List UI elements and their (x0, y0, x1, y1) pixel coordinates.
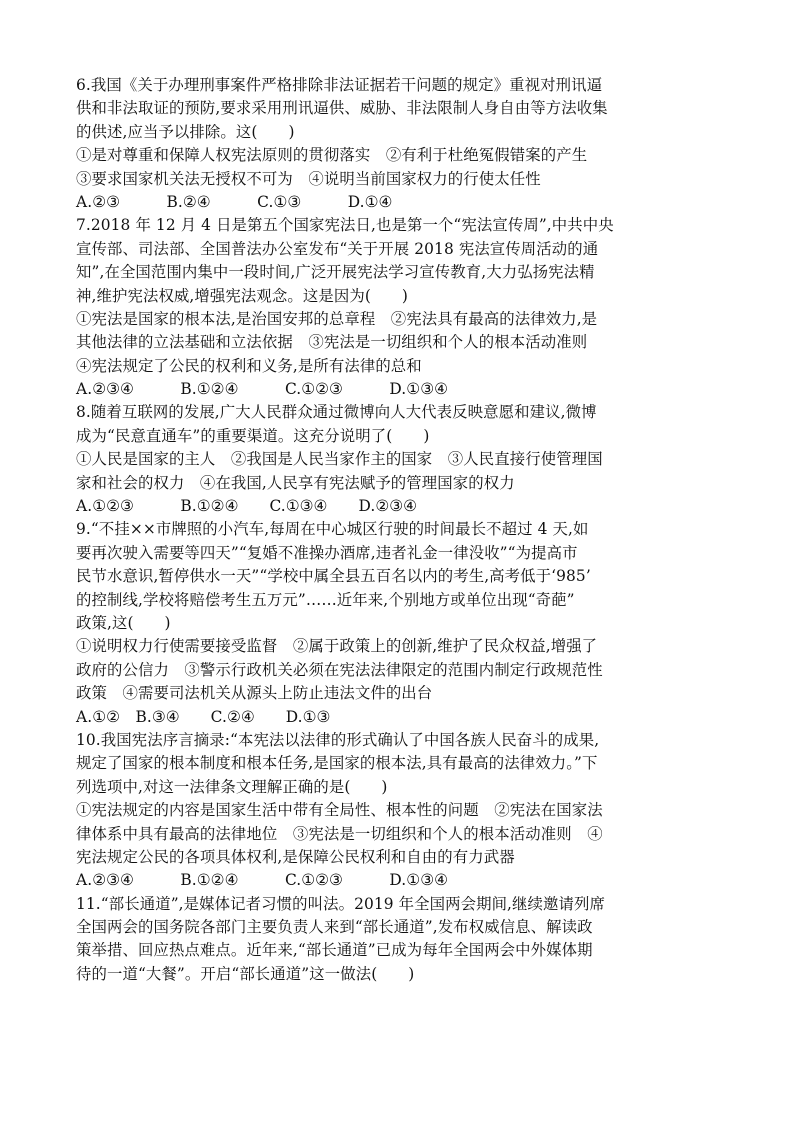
question-10-choices: A.②③④ B.①②④ C.①②③ D.①③④ (76, 871, 448, 890)
question-6-choices: A.②③ B.②④ C.①③ D.①④ (76, 192, 393, 211)
question-7-option-statement: ④宪法规定了公民的权利和义务,是所有法律的总和 (76, 356, 422, 375)
question-11 (76, 893, 726, 987)
question-7-choices: A.②③④ B.①②④ C.①②③ D.①③④ (76, 380, 448, 399)
exam-page (76, 74, 726, 986)
question-10-option-statement: 宪法规定公民的各项具体权利,是保障公民权利和自由的有力武器 (76, 847, 515, 866)
question-6-line: 的供述,应当予以排除。这( ) (76, 122, 295, 141)
question-8-option-statement: 家和社会的权力 ④在我国,人民享有宪法赋予的管理国家的权力 (76, 473, 515, 492)
question-8-choices: A.①②③ B.①②④ C.①③④ D.②③④ (76, 497, 418, 516)
question-6-line: 6.我国《关于办理刑事案件严格排除非法证据若干问题的规定》重视对刑讯逼 (76, 76, 603, 94)
question-10-line: 规定了国家的根本制度和根本任务,是国家的根本法,具有最高的法律效力。”下 (76, 754, 598, 773)
question-11-line: 11.“部长通道”,是媒体记者习惯的叫法。2019 年全国两会期间,继续邀请列席 (76, 894, 605, 913)
question-9-line: 民节水意识,暂停供水一天”“学校中属全县五百名以内的考生,高考低于‘985’ (76, 567, 591, 586)
question-9-line: 的控制线,学校将赔偿考生五万元”……近年来,个别地方或单位出现“奇葩” (76, 590, 575, 609)
question-9-choices: A.①② B.③④ C.②④ D.①③ (76, 707, 331, 726)
question-10-option-statement: 律体系中具有最高的法律地位 ③宪法是一切组织和个人的根本活动准则 ④ (76, 824, 603, 843)
question-7-line: 7.2018 年 12 月 4 日是第五个国家宪法日,也是第一个“宪法宣传周”,中共中央 (76, 216, 614, 235)
question-9-option-statement: 政府的公信力 ③警示行政机关必须在宪法法律限定的范围内制定行政规范性 (76, 660, 603, 679)
question-7-line: 神,维护宪法权威,增强宪法观念。这是因为( ) (76, 286, 409, 305)
question-8-option-statement: ①人民是国家的主人 ②我国是人民当家作主的国家 ③人民直接行使管理国 (76, 450, 603, 469)
question-10-line: 列选项中,对这一法律条文理解正确的是( ) (76, 777, 388, 796)
question-10 (76, 729, 726, 893)
question-6-option-statement: ①是对尊重和保障人权宪法原则的贯彻落实 ②有利于杜绝冤假错案的产生 (76, 146, 588, 165)
question-9-line: 要再次驶入需要等四天”“复婚不准操办酒席,违者礼金一律没收”“为提高市 (76, 543, 578, 562)
question-6-line: 供和非法取证的预防,要求采用刑讯逼供、威胁、非法限制人身自由等方法收集 (76, 99, 608, 118)
question-11-line: 待的一道“大餐”。开启“部长通道”这一做法( ) (76, 964, 415, 983)
question-8-line: 8.随着互联网的发展,广大人民群众通过微博向人大代表反映意愿和建议,微博 (76, 403, 597, 422)
question-8-line: 成为“民意直通车”的重要渠道。这充分说明了( ) (76, 426, 430, 445)
question-7-line: 宣传部、司法部、全国普法办公室发布“关于开展 2018 宪法宣传周活动的通 (76, 239, 599, 258)
question-7-line: 知”,在全国范围内集中一段时间,广泛开展宪法学习宣传教育,大力弘扬宪法精 (76, 263, 595, 282)
question-7-option-statement: 其他法律的立法基础和立法依据 ③宪法是一切组织和个人的根本活动准则 (76, 333, 588, 352)
question-9-option-statement: ①说明权力行使需要接受监督 ②属于政策上的创新,维护了民众权益,增强了 (76, 637, 598, 656)
question-9-line: 政策,这( ) (76, 613, 171, 632)
question-7-option-statement: ①宪法是国家的根本法,是治国安邦的总章程 ②宪法具有最高的法律效力,是 (76, 309, 598, 328)
question-9-line: 9.“不挂××市牌照的小汽车,每周在中心城区行驶的时间最长不超过 4 天,如 (76, 520, 589, 539)
question-11-line: 策举措、回应热点难点。近年来,“部长通道”已成为每年全国两会中外媒体期 (76, 941, 593, 960)
question-8 (76, 401, 726, 518)
question-9-option-statement: 政策 ④需要司法机关从源头上防止违法文件的出台 (76, 684, 433, 703)
question-10-option-statement: ①宪法规定的内容是国家生活中带有全局性、根本性的问题 ②宪法在国家法 (76, 801, 603, 820)
question-10-line: 10.我国宪法序言摘录:“本宪法以法律的形式确认了中国各族人民奋斗的成果, (76, 730, 600, 749)
question-7 (76, 214, 726, 401)
question-9 (76, 518, 726, 729)
question-11-line: 全国两会的国务院各部门主要负责人来到“部长通道”,发布权威信息、解读政 (76, 918, 593, 937)
question-6 (76, 74, 726, 214)
question-6-option-statement: ③要求国家机关法无授权不可为 ④说明当前国家权力的行使太任性 (76, 169, 541, 188)
